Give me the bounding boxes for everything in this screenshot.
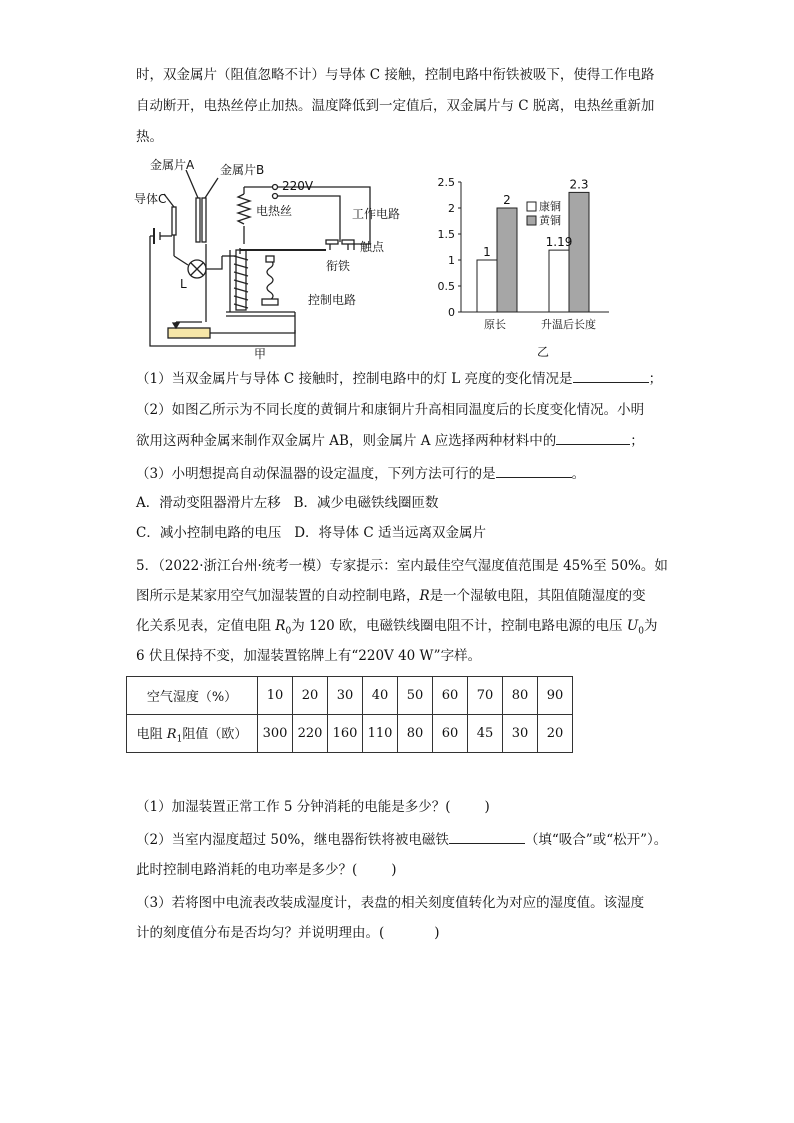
- q4-part1: [136, 368, 662, 389]
- q5-line-3b: 为 120 欧，电磁铁线圈电阻不计，控制电路电源的电压: [291, 618, 627, 634]
- option-c: C．减小控制电路的电压: [136, 525, 282, 541]
- label-heater: 电热丝: [256, 204, 293, 218]
- x-category-original: 原长: [484, 318, 506, 331]
- bar-kangtong: [477, 260, 497, 312]
- label-metal-b: 金属片B: [220, 163, 265, 177]
- table-cell: 20: [538, 715, 573, 753]
- q5-part2-hint: （填“吸合”或“松开”）。: [524, 832, 668, 848]
- intro-line-1: 时，双金属片（阻值忽略不计）与导体 C 接触，控制电路中衔铁被吸下，使得工作电路: [136, 67, 655, 83]
- humidity-resistance-table: [126, 676, 573, 753]
- label-220v: 220V: [282, 179, 314, 193]
- table-cell: 300: [258, 715, 293, 753]
- table-cell: 10: [258, 677, 293, 715]
- q4-part3-blank[interactable]: [496, 463, 572, 478]
- bar-data-label: 2: [503, 193, 511, 207]
- q4-part2-end: ；: [630, 433, 644, 449]
- bar-data-label: 1: [483, 245, 491, 259]
- legend-huangtong: 黄铜: [539, 214, 561, 227]
- q5-part3a: （3）若将图中电流表改装成湿度计，表盘的相关刻度值转化为对应的湿度值。该湿度: [136, 895, 645, 911]
- table-header-resistance-b: 阻值（欧）: [182, 726, 248, 742]
- circuit-diagram: [130, 152, 420, 362]
- q5-part2b: [136, 860, 397, 880]
- caption-yi: 乙: [537, 345, 550, 359]
- metal-strip-a: [196, 198, 200, 242]
- q4-part2b-text: 欲用这两种金属来制作双金属片 AB，则金属片 A 应选择两种材料中的: [136, 433, 557, 449]
- rheostat: [168, 328, 210, 338]
- q4-part1-blank[interactable]: [573, 368, 649, 383]
- table-cell: 40: [363, 677, 398, 715]
- table-row: [127, 677, 573, 715]
- q5-line-2b: 是一个湿敏电阻，其阻值随湿度的变: [429, 588, 646, 604]
- label-work-circuit: 工作电路: [352, 207, 401, 221]
- x-category-heated: 升温后长度: [541, 318, 596, 331]
- q5-part3b: [136, 923, 440, 943]
- caption-jia: 甲: [254, 347, 267, 361]
- conductor-c: [172, 207, 176, 235]
- table-header-humidity: 空气湿度（%）: [127, 677, 258, 715]
- q5-line-2: [136, 586, 646, 606]
- q5-part2-blank[interactable]: [449, 829, 525, 844]
- table-cell: 80: [503, 677, 538, 715]
- q4-part3-end: 。: [571, 466, 586, 482]
- q5-part3-end: ): [434, 925, 440, 941]
- table-cell: 220: [293, 715, 328, 753]
- q5-part1-end: ): [484, 799, 490, 815]
- y-tick-label: 0.5: [437, 280, 455, 293]
- q4-options-ab: [136, 493, 439, 513]
- q5-line-3c: 为: [643, 618, 658, 634]
- table-header-resistance: [127, 715, 258, 753]
- legend-kangtong: 康铜: [539, 200, 561, 213]
- table-cell: 80: [398, 715, 433, 753]
- label-conductor-c: 导体C: [134, 192, 167, 206]
- q4-part3-text: （3）小明想提高自动保温器的设定温度，下列方法可行的是: [136, 466, 496, 482]
- label-control-circuit: 控制电路: [308, 293, 357, 307]
- label-metal-a: 金属片A: [150, 158, 195, 172]
- q5-var-u0-sub: 0: [638, 626, 644, 637]
- table-cell: 30: [328, 677, 363, 715]
- bar-kangtong: [549, 250, 569, 312]
- table-cell: 50: [398, 677, 433, 715]
- y-tick-label: 1: [448, 254, 455, 267]
- heater-coil: [238, 194, 250, 224]
- q5-var-u0: U: [626, 618, 639, 634]
- q4-part2a: （2）如图乙所示为不同长度的黄铜片和康铜片升高相同温度后的长度变化情况。小明: [136, 402, 645, 418]
- table-cell: 160: [328, 715, 363, 753]
- table-cell: 60: [433, 677, 468, 715]
- q5-var-r0: R: [275, 618, 286, 634]
- q5-part2b-end: ): [391, 862, 397, 878]
- spring: [267, 260, 273, 300]
- bar-data-label: 2.3: [569, 177, 589, 192]
- option-b: B．减少电磁铁线圈匝数: [293, 495, 439, 511]
- label-armature: 衔铁: [326, 259, 351, 273]
- q4-part2b: [136, 430, 644, 451]
- table-header-var-r1-sub: 1: [176, 734, 183, 745]
- q4-options-cd: [136, 523, 486, 543]
- table-cell: 30: [503, 715, 538, 753]
- q5-line-1: 5．（2022·浙江台州·统考一模）专家提示：室内最佳空气湿度值范围是 45%至 50%。如: [136, 558, 668, 574]
- y-tick-label: 1.5: [437, 228, 455, 241]
- metal-strip-b: [202, 198, 206, 242]
- table-cell: 70: [468, 677, 503, 715]
- q4-part2-blank[interactable]: [556, 430, 630, 445]
- table-header-resistance-a: 电阻: [136, 726, 167, 742]
- bar-chart: [425, 170, 625, 360]
- table-cell: 45: [468, 715, 503, 753]
- bar-huangtong: [569, 192, 589, 312]
- q5-part2b-text: 此时控制电路消耗的电功率是多少？(: [136, 862, 358, 878]
- q5-line-3: [136, 616, 657, 642]
- legend-swatch-huangtong: [527, 216, 536, 225]
- intro-line-2: 自动断开，电热丝停止加热。温度降低到一定值后，双金属片与 C 脱离，电热丝重新加: [136, 98, 655, 114]
- table-cell: 20: [293, 677, 328, 715]
- bar-huangtong: [497, 208, 517, 312]
- legend-swatch-kangtong: [527, 202, 536, 211]
- table-cell: 90: [538, 677, 573, 715]
- q5-var-r0-sub: 0: [285, 626, 292, 637]
- label-lamp: L: [180, 277, 187, 291]
- q5-line-2a: 图所示是某家用空气加湿装置的自动控制电路，: [136, 588, 420, 604]
- option-a: A．滑动变阻器滑片左移: [136, 495, 281, 511]
- option-d: D．将导体 C 适当远离双金属片: [294, 525, 486, 541]
- bar-data-label: 1.19: [545, 235, 573, 250]
- table-header-var-r1: R: [166, 726, 177, 742]
- q5-part1-text: （1）加湿装置正常工作 5 分钟消耗的电能是多少？(: [136, 799, 451, 815]
- q5-part3-text: 计的刻度值分布是否均匀？并说明理由。(: [136, 925, 385, 941]
- q5-line-3a: 化关系见表，定值电阻: [136, 618, 276, 634]
- table-cell: 110: [363, 715, 398, 753]
- y-tick-label: 2.5: [437, 176, 455, 189]
- q5-part1: [136, 797, 490, 817]
- table-row: [127, 715, 573, 753]
- table-cell: 60: [433, 715, 468, 753]
- label-contact: 触点: [360, 240, 385, 254]
- intro-line-3: 热。: [136, 129, 163, 145]
- q5-line-4: 6 伏且保持不变，加湿装置铭牌上有“220V 40 W”字样。: [136, 648, 482, 664]
- q4-part3: [136, 463, 585, 484]
- y-tick-label: 2: [448, 202, 455, 215]
- q4-part1-end: ；: [648, 371, 663, 387]
- q5-part2a: [136, 829, 667, 850]
- y-tick-label: 0: [448, 306, 455, 319]
- q4-part1-text: （1）当双金属片与导体 C 接触时，控制电路中的灯 L 亮度的变化情况是: [136, 371, 573, 387]
- q5-var-r: R: [419, 588, 430, 604]
- q5-part2-text: （2）当室内湿度超过 50%，继电器衔铁将被电磁铁: [136, 832, 449, 848]
